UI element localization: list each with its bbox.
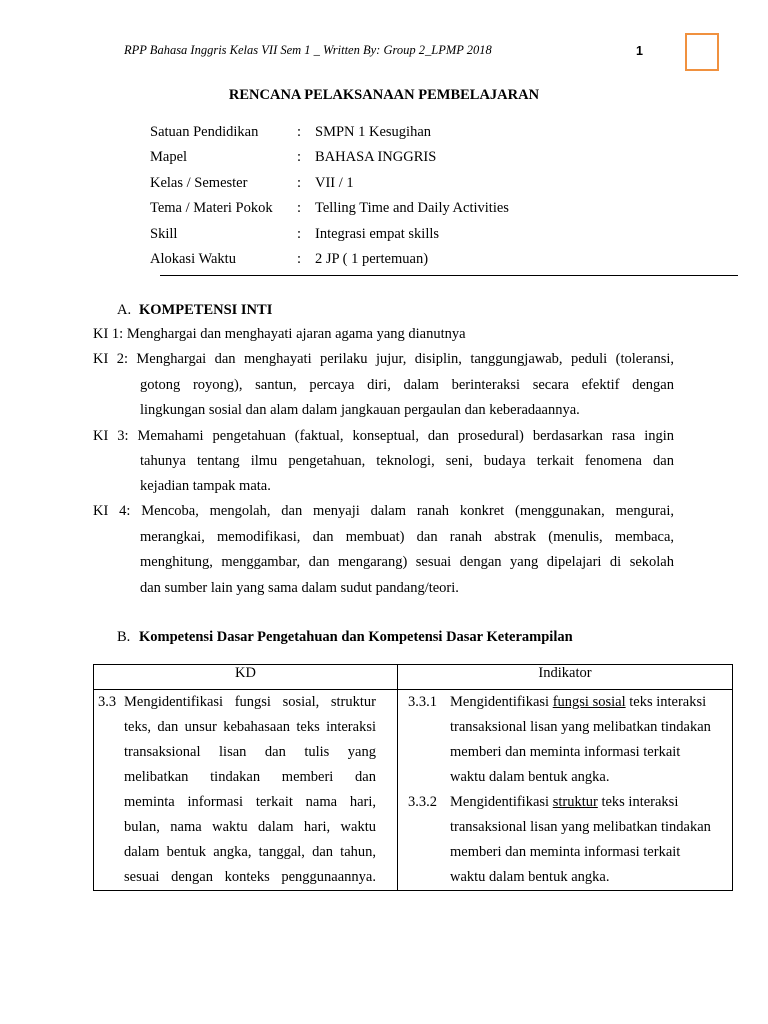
indicator-line — [450, 790, 678, 815]
info-colon: : — [297, 200, 302, 216]
indicator-line — [450, 690, 706, 715]
ki-2-line: gotong royong), santun, percaya diri, dalam berinteraksi secara efektif dengan — [140, 377, 674, 393]
table-header-kd: KD — [94, 665, 398, 690]
kd-number: 3.3 — [98, 694, 117, 710]
info-divider — [160, 275, 738, 276]
ki-4-line: dan sumber lain yang sama dalam sudut pandang/teori. — [140, 580, 459, 596]
info-label: Satuan Pendidikan — [150, 124, 259, 140]
ki-4-line: menghitung, menggambar, dan mengarang) sesuai dengan yang dipelajari di sekolah — [140, 554, 674, 570]
info-colon: : — [297, 149, 302, 165]
info-value: Telling Time and Daily Activities — [315, 200, 509, 216]
indicator-lead: Mengidentifikasi — [450, 794, 553, 810]
table-row — [94, 690, 733, 891]
page-number: 1 — [636, 44, 643, 58]
info-colon: : — [297, 251, 302, 267]
indicator-cell — [398, 690, 733, 891]
document-title: RENCANA PELAKSANAAN PEMBELAJARAN — [228, 87, 540, 103]
info-value: Integrasi empat skills — [315, 226, 440, 242]
kd-cell — [94, 690, 398, 891]
ki-3-line: KI 3: Memahami pengetahuan (faktual, konseptual, dan prosedural) berdasarkan rasa ingin — [93, 428, 674, 444]
indicator-line: memberi dan meminta informasi terkait — [450, 744, 681, 760]
info-colon: : — [297, 124, 302, 140]
table-header-row — [94, 665, 733, 690]
section-b-heading — [117, 629, 573, 646]
indicator-line: transaksional lisan yang melibatkan tindakan — [450, 819, 711, 835]
indicator-number: 3.3.2 — [408, 794, 437, 810]
info-label: Skill — [150, 226, 178, 242]
indicator-rest: teks interaksi — [625, 694, 707, 710]
kd-text-line: dalam bentuk angka, tanggal, dan tahun, — [124, 844, 376, 860]
ki-4-line: KI 4: Mencoba, mengolah, dan menyaji dalam ranah konkret (menggunakan, mengurai, — [93, 503, 674, 519]
section-a-heading — [117, 302, 272, 319]
kd-text-line: Mengidentifikasi fungsi sosial, struktur — [124, 694, 376, 710]
info-value: 2 JP ( 1 pertemuan) — [315, 251, 429, 267]
ki-1-line: KI 1: Menghargai dan menghayati ajaran agama yang dianutnya — [93, 326, 466, 342]
indicator-number: 3.3.1 — [408, 694, 437, 710]
info-label: Mapel — [150, 149, 188, 165]
indicator-line: memberi dan meminta informasi terkait — [450, 844, 681, 860]
kd-text-line: teks, dan unsur kebahasaan teks interaksi — [124, 719, 376, 735]
indicator-rest: teks interaksi — [597, 794, 679, 810]
ki-4-line: merangkai, memodifikasi, dan membuat) dan ranah abstrak (menulis, membaca, — [140, 529, 674, 545]
info-label: Alokasi Waktu — [150, 251, 236, 267]
ki-3-line: tahunya tentang ilmu pengetahuan, teknologi, seni, budaya terkait fenomena dan — [140, 453, 674, 469]
indicator-line: waktu dalam bentuk angka. — [450, 769, 610, 785]
section-letter: A. — [117, 302, 132, 318]
ki-3-line: kejadian tampak mata. — [140, 478, 271, 494]
info-value: SMPN 1 Kesugihan — [315, 124, 432, 140]
section-letter: B. — [117, 629, 131, 645]
kd-text-line: transaksional lisan dan tulis yang — [124, 744, 376, 760]
info-colon: : — [297, 226, 302, 242]
section-title: KOMPETENSI INTI — [139, 302, 273, 318]
info-label: Tema / Materi Pokok — [150, 200, 273, 216]
info-colon: : — [297, 175, 302, 191]
info-label: Kelas / Semester — [150, 175, 248, 191]
kd-text-line: bulan, nama waktu dalam hari, waktu — [124, 819, 376, 835]
indicator-line: waktu dalam bentuk angka. — [450, 869, 610, 885]
page-header-text: RPP Bahasa Inggris Kelas VII Sem 1 _ Written By: Group 2_LPMP 2018 — [124, 43, 492, 57]
indicator-line: transaksional lisan yang melibatkan tindakan — [450, 719, 711, 735]
kd-indicator-table — [93, 664, 733, 891]
kd-text-line: sesuai dengan konteks penggunaannya. — [124, 869, 376, 885]
section-title: Kompetensi Dasar Pengetahuan dan Kompetensi Dasar Keterampilan — [139, 629, 573, 645]
header-box-icon — [685, 33, 719, 71]
ki-2-line: lingkungan sosial dan alam dalam jangkauan pergaulan dan keberadaannya. — [140, 402, 580, 418]
info-value: BAHASA INGGRIS — [315, 149, 437, 165]
ki-2-line: KI 2: Menghargai dan menghayati perilaku jujur, disiplin, tanggungjawab, peduli (toleransi, — [93, 351, 674, 367]
indicator-underlined: fungsi sosial — [552, 694, 626, 710]
indicator-lead: Mengidentifikasi — [450, 694, 553, 710]
info-value: VII / 1 — [315, 175, 354, 191]
indicator-underlined: struktur — [552, 794, 598, 810]
kd-text-line: meminta informasi terkait nama hari, — [124, 794, 376, 810]
kd-text-line: melibatkan tindakan memberi dan — [124, 769, 376, 785]
table-header-indikator: Indikator — [398, 665, 733, 690]
